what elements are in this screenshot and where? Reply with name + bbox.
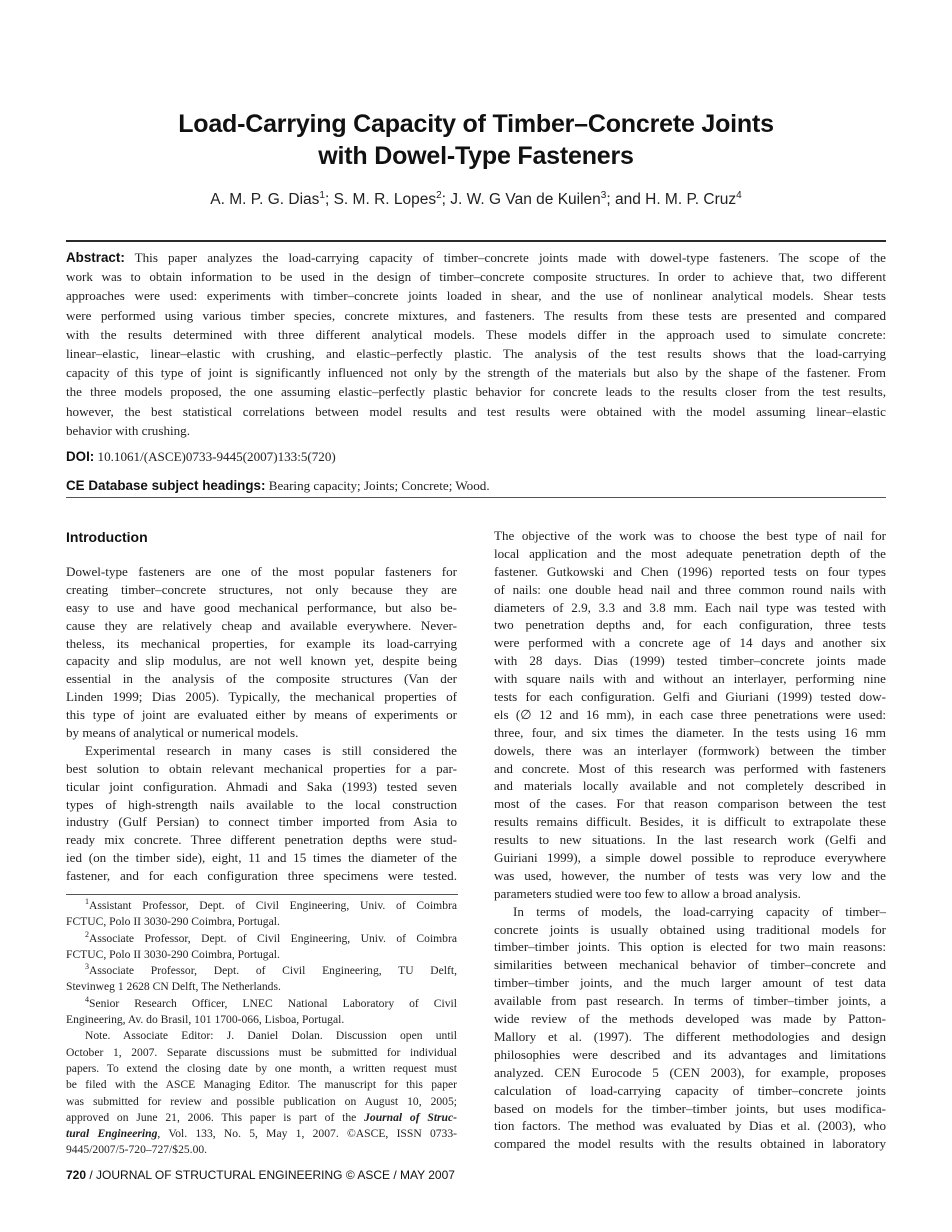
body-text-line: two penetration depths and, for each configuration, three tests [494, 617, 886, 633]
body-text-line: concrete joints is usually obtained using traditional models for [494, 921, 886, 937]
footnote-text: 9445/2007/5-720–727/$25.00. [66, 1143, 208, 1157]
footnote-line [66, 996, 457, 1012]
author-name: H. M. P. Cruz [645, 191, 737, 208]
affiliation-mark: 1 [319, 190, 325, 201]
body-text-line: theless, its mechanical properties, for example its load-carrying [66, 635, 457, 651]
body-text-line: Guiriani 1999), a simple dowel possible to reproduce everywhere [494, 850, 886, 866]
affiliation-mark: 4 [736, 190, 742, 201]
left-column-body [66, 563, 457, 885]
footnote-text: Associate Professor, Dept. of Civil Engineering, Univ. of Coimbra [89, 931, 457, 945]
author-separator: ; and [606, 191, 646, 208]
body-text-line: most of the cases. For that reason comparison between the test [494, 796, 886, 812]
body-text-line: timber–timber joints. This option is elected for two main reasons: [494, 939, 886, 955]
footnote-line [66, 947, 457, 963]
subject-headings-label: CE Database subject headings: [66, 478, 266, 493]
abstract-line: capacity of this type of joint is significantly influenced not only by the strength of the materials but also by the shape of the fastener. From [66, 365, 886, 381]
abstract-line: behavior with crushing. [66, 422, 191, 438]
body-text-line: based on models for the timber–timber joints, but uses modifica- [494, 1100, 886, 1116]
affiliation-mark: 3 [600, 190, 607, 201]
doi-link[interactable]: 10.1061/(ASCE)0733-9445(2007)133:5(720) [94, 449, 336, 464]
abstract [66, 248, 886, 440]
footnote-text: Stevinweg 1 2628 CN Delft, The Netherlands. [66, 980, 281, 994]
body-text-line: timber–timber joints, and the much larger amount of test data [494, 975, 886, 991]
footnote-text: October 1, 2007. Separate discussions must be submitted for individual [66, 1045, 457, 1059]
abstract-line: with the results determined with three different analytical models. These models differ in the approach used to simulate concrete: [66, 326, 886, 342]
author-name: J. W. G Van de Kuilen [450, 191, 601, 208]
footnote-line [66, 914, 457, 930]
body-text-line: analyzed. CEN Eurocode 5 (CEN 2003), for example, proposes [494, 1064, 886, 1080]
title-line-2: with Dowel-Type Fasteners [318, 142, 634, 170]
footnote-line [66, 1094, 457, 1110]
body-text-line: calculation of load-carrying capacity of timber–concrete joints [494, 1082, 886, 1098]
abstract-label: Abstract: [66, 250, 125, 265]
body-text-line: parameters studied were too few to allow a broad analysis. [494, 885, 801, 901]
body-text-line: with square nails with and without an interlayer, performing nine [494, 671, 886, 687]
subject-headings-value: Bearing capacity; Joints; Concrete; Wood. [265, 478, 490, 493]
footnote-line [66, 1045, 457, 1061]
footnote-mark: 2 [85, 929, 89, 939]
affiliation-mark: 2 [436, 190, 442, 201]
body-text-line: results to new situations. In the last research work (Gelfi and [494, 832, 886, 848]
body-text-line: was used, however, the number of tests was very low and the [494, 867, 886, 883]
author-separator: ; [441, 191, 451, 208]
body-text-line: fastener. Gutkowski and Chen (1996) reported tests on four types [494, 563, 886, 579]
body-text-line: were performed with a concrete age of 14 days and another six [494, 635, 886, 651]
footnote-line [66, 979, 457, 995]
body-text-line: similarities between mechanical behavior of timber–concrete and [494, 957, 886, 973]
abstract-line: the three models proposed, the one assuming elastic–perfectly plastic behavior for concrete leads to the results closer from the test results, [66, 384, 886, 400]
abstract-text: This paper analyzes the load-carrying capacity of timber–concrete joints made with dowel-type fasteners. The scope of the [124, 250, 886, 265]
body-text-line: available from past research. In terms of timber–timber joints, a [494, 993, 886, 1009]
body-text-line: easy to use and have good mechanical performance, but also be- [66, 599, 457, 615]
footnote-line [66, 1028, 457, 1044]
footnote-line [66, 1012, 457, 1028]
footnote-line [66, 1142, 457, 1158]
body-text-line: and concrete. Most of this research was performed with fasteners [494, 760, 886, 776]
abstract-line: approaches were used: experiments with timber–concrete joints loaded in shear, and the use of nonlinear analytical models. Shear tests [66, 288, 886, 304]
footnote-line [66, 1126, 457, 1142]
author-name: A. M. P. G. Dias [210, 191, 320, 208]
body-text-line: Experimental research in many cases is still considered the [85, 742, 457, 758]
footnote-line [66, 1110, 457, 1126]
body-text-line: dowels, there was an interlayer (formwork) between the timber [494, 742, 886, 758]
footnote-text: Assistant Professor, Dept. of Civil Engineering, Univ. of Coimbra [89, 899, 457, 912]
footnote-text: Associate Professor, Dept. of Civil Engineering, TU Delft, [89, 964, 457, 978]
body-text-line: ready mix concrete. Three different penetration depths were stud- [66, 832, 457, 848]
footnote-mark: 4 [85, 994, 89, 1004]
footnotes [66, 898, 457, 1159]
footnote-text: Note. Associate Editor: J. Daniel Dolan. Discussion open until [85, 1029, 457, 1043]
body-text-line: cause they are relatively cheap and available everywhere. Never- [66, 617, 457, 633]
footnote-line [66, 898, 457, 914]
footnote-text: Engineering, Av. do Brasil, 101 1700-066, Lisboa, Portugal. [66, 1013, 345, 1027]
body-text-line: types of high-strength nails available to the local construction [66, 796, 457, 812]
body-text-line: The objective of the work was to choose the best type of nail for [494, 528, 886, 543]
footnote-mark: 1 [85, 897, 89, 906]
body-text-line: creating timber–concrete structures, not only because they are [66, 581, 457, 597]
subject-headings [66, 476, 490, 495]
abstract-line: work was to obtain information to be used in the design of timber–concrete composite structures. In order to achieve that, two different [66, 269, 886, 285]
body-text-line: Linden 1999; Dias 2005). Typically, the mechanical properties of [66, 689, 457, 705]
body-text-line: ticular joint configuration. Ahmadi and Saka (1993) tested seven [66, 778, 457, 794]
running-footer-text: / JOURNAL OF STRUCTURAL ENGINEERING © ASCE / MAY 2007 [86, 1168, 455, 1182]
body-text-line: by means of analytical or numerical models. [66, 725, 299, 741]
page-footer [66, 1167, 455, 1183]
body-text-line: industry (Gulf Persian) to connect timber imported from Asia to [66, 814, 457, 830]
paper-title [0, 108, 952, 172]
footnote-mark: 3 [85, 962, 89, 972]
author-name: S. M. R. Lopes [333, 191, 437, 208]
body-text-line: capacity and slip modulus, are not well known yet, despite being [66, 653, 457, 669]
body-text-line: tion factors. The method was evaluated by Dias et al. (2003), who [494, 1118, 886, 1134]
footnote-rule-divider [66, 894, 458, 895]
body-text-line: this type of joint are evaluated either by means of experiments or [66, 707, 457, 723]
body-text-line: and materials locally available and not completely described in [494, 778, 886, 794]
body-text-line: results remains difficult. Besides, it is difficult to extrapolate these [494, 814, 886, 830]
author-list [0, 190, 952, 210]
footnote-text: FCTUC, Polo II 3030-290 Coimbra, Portugal. [66, 947, 280, 961]
footnote-text: was submitted for review and possible publication on August 10, 2005; [66, 1094, 457, 1108]
body-text-line: with 28 days. Dias (1999) tested timber–concrete joints made [494, 653, 886, 669]
body-text-line: of nails: one double head nail and three common round nails with [494, 581, 886, 597]
doi-label: DOI: [66, 449, 95, 464]
page-number: 720 [66, 1168, 87, 1182]
doi [66, 447, 336, 466]
footnote-line [66, 1061, 457, 1077]
body-text-line: fastener, and for each configuration three specimens were tested. [66, 868, 457, 884]
abstract-line: were performed using various timber species, concrete mixtures, and fasteners. The results from these tests are presented and compared [66, 307, 886, 323]
body-text-line: compared the model results with the results obtained in laboratory [494, 1136, 886, 1152]
body-text-line: In terms of models, the load-carrying capacity of timber– [513, 903, 886, 919]
body-text-line: wide review of the methods developed was made by Patton- [494, 1011, 886, 1027]
title-line-1: Load-Carrying Capacity of Timber–Concrete Joints [178, 110, 774, 138]
footnote-text: be filed with the ASCE Managing Editor. The manuscript for this paper [66, 1078, 457, 1092]
abstract-line: linear–elastic, linear–elastic with crushing, and elastic–perfectly plastic. The analysis of the test results shows that the load-carrying [66, 345, 886, 361]
body-text-line: els (∅ 12 and 16 mm), in each case three penetrations were used: [494, 706, 886, 722]
abstract-line [66, 248, 886, 267]
body-text-line: tests for each configuration. Gelfi and Giuriani (1999) tested dow- [494, 689, 886, 705]
footnote-line [66, 963, 457, 979]
body-text-line: Mallory et al. (1997). The different methodologies and design [494, 1028, 886, 1044]
body-text-line: local application and the most adequate penetration depth of the [494, 545, 886, 561]
body-text-line: diameters of 2.9, 3.3 and 3.8 mm. Each nail type was tested with [494, 599, 886, 615]
footnote-text: Senior Research Officer, LNEC National Laboratory of Civil [89, 996, 457, 1010]
body-text-line: essential in the analysis of the composite structures (Van der [66, 671, 457, 687]
footnote-text: FCTUC, Polo II 3030-290 Coimbra, Portugal. [66, 915, 280, 929]
section-heading-introduction: Introduction [66, 529, 148, 545]
right-column-body [494, 527, 886, 1153]
footnote-line [66, 1077, 457, 1093]
body-text-line: philosophies were described and its advantages and limitations [494, 1046, 886, 1062]
body-text-line: three, four, and six times the diameter. In the tests using 16 mm [494, 724, 886, 740]
top-rule-divider [66, 240, 886, 242]
footnote-text: papers. To extend the closing date by one month, a written request must [66, 1061, 457, 1075]
header-bottom-rule-divider [66, 497, 886, 498]
footnote-text: , Vol. 133, No. 5, May 1, 2007. ©ASCE, ISSN 0733- [157, 1127, 457, 1141]
abstract-line: however, the best statistical correlations between model results and test results were obtained with the model assuming linear–elastic [66, 403, 886, 419]
footnote-line [66, 931, 457, 947]
body-text-line: Dowel-type fasteners are one of the most popular fasteners for [66, 564, 457, 579]
footnote-text: approved on June 21, 2006. This paper is part of the [66, 1110, 365, 1124]
journal-name: Journal of Struc- [364, 1110, 458, 1124]
author-separator: ; [324, 191, 334, 208]
body-text-line: ied (on the timber side), eight, 11 and 15 times the diameter of the [66, 850, 457, 866]
journal-name: tural Engineering [66, 1127, 158, 1141]
body-text-line: best solution to obtain relevant mechanical properties for a par- [66, 760, 457, 776]
